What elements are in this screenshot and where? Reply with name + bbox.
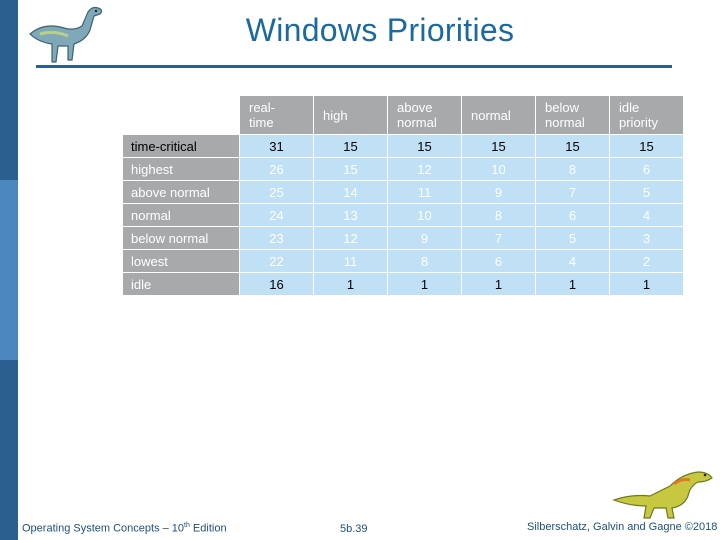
table-cell: 8 bbox=[462, 204, 536, 227]
table-cell: 13 bbox=[314, 204, 388, 227]
row-label: lowest bbox=[123, 250, 240, 273]
table-cell: 1 bbox=[610, 273, 684, 296]
table-cell: 23 bbox=[240, 227, 314, 250]
table-cell: 31 bbox=[240, 135, 314, 158]
column-header bbox=[240, 96, 314, 135]
column-header-line: real- bbox=[249, 100, 276, 115]
table-cell: 8 bbox=[388, 250, 462, 273]
table-cell: 12 bbox=[314, 227, 388, 250]
table-cell: 15 bbox=[314, 158, 388, 181]
table-row bbox=[123, 250, 684, 273]
footer-page-number: 5b.39 bbox=[340, 523, 368, 535]
priority-table bbox=[122, 95, 684, 296]
table-cell: 22 bbox=[240, 250, 314, 273]
table-cell: 7 bbox=[462, 227, 536, 250]
table-cell: 5 bbox=[536, 227, 610, 250]
table-row bbox=[123, 204, 684, 227]
table-cell: 1 bbox=[536, 273, 610, 296]
table-cell: 12 bbox=[388, 158, 462, 181]
table-cell: 4 bbox=[536, 250, 610, 273]
left-sidebar-bar bbox=[0, 0, 18, 540]
sidebar-segment bbox=[0, 180, 18, 360]
table-corner-cell bbox=[123, 96, 240, 135]
table-cell: 9 bbox=[388, 227, 462, 250]
table-cell: 1 bbox=[314, 273, 388, 296]
table-row bbox=[123, 135, 684, 158]
table-row bbox=[123, 181, 684, 204]
table-cell: 26 bbox=[240, 158, 314, 181]
footer-superscript: th bbox=[184, 522, 190, 529]
footer-book-title-text: Operating System Concepts – 10 bbox=[22, 522, 185, 535]
column-header bbox=[610, 96, 684, 135]
table-cell: 9 bbox=[462, 181, 536, 204]
table-cell: 3 bbox=[610, 227, 684, 250]
table-header-row bbox=[123, 96, 684, 135]
table-cell: 4 bbox=[610, 204, 684, 227]
table-row bbox=[123, 158, 684, 181]
table-cell: 8 bbox=[536, 158, 610, 181]
table-cell: 10 bbox=[462, 158, 536, 181]
table-cell: 11 bbox=[388, 181, 462, 204]
table-cell: 15 bbox=[536, 135, 610, 158]
table-cell: 25 bbox=[240, 181, 314, 204]
table-cell: 6 bbox=[462, 250, 536, 273]
row-label: time-critical bbox=[123, 135, 240, 158]
footer-edition-text: Edition bbox=[189, 522, 227, 535]
column-header-line: idle bbox=[619, 100, 640, 115]
row-label: above normal bbox=[123, 181, 240, 204]
table-cell: 7 bbox=[536, 181, 610, 204]
footer-copyright: Silberschatz, Galvin and Gagne ©2018 bbox=[527, 521, 718, 533]
column-header-line: high bbox=[323, 107, 348, 123]
table-cell: 15 bbox=[314, 135, 388, 158]
sidebar-segment bbox=[0, 360, 18, 540]
row-label: normal bbox=[123, 204, 240, 227]
row-label: below normal bbox=[123, 227, 240, 250]
table-cell: 1 bbox=[462, 273, 536, 296]
column-header-line: priority bbox=[619, 115, 659, 130]
column-header bbox=[314, 96, 388, 135]
dinosaur-logo-icon bbox=[24, 4, 110, 68]
table-row bbox=[123, 273, 684, 296]
table-cell: 11 bbox=[314, 250, 388, 273]
table-cell: 24 bbox=[240, 204, 314, 227]
footer-book-title bbox=[22, 522, 227, 535]
dinosaur-corner-icon bbox=[610, 460, 716, 522]
table-cell: 14 bbox=[314, 181, 388, 204]
table-cell: 16 bbox=[240, 273, 314, 296]
table-cell: 15 bbox=[610, 135, 684, 158]
table-cell: 6 bbox=[536, 204, 610, 227]
column-header-line: below bbox=[545, 100, 579, 115]
table-cell: 6 bbox=[610, 158, 684, 181]
table-cell: 5 bbox=[610, 181, 684, 204]
column-header-line: normal bbox=[397, 115, 437, 130]
table-cell: 15 bbox=[462, 135, 536, 158]
table-cell: 10 bbox=[388, 204, 462, 227]
column-header bbox=[388, 96, 462, 135]
sidebar-segment bbox=[0, 0, 18, 180]
row-label: idle bbox=[123, 273, 240, 296]
column-header-line: time bbox=[249, 115, 274, 130]
title-underline bbox=[36, 65, 672, 68]
table-cell: 2 bbox=[610, 250, 684, 273]
row-label: highest bbox=[123, 158, 240, 181]
column-header-line: normal bbox=[471, 107, 511, 123]
table-row bbox=[123, 227, 684, 250]
column-header-line: above bbox=[397, 100, 433, 115]
column-header-line: normal bbox=[545, 115, 585, 130]
table-cell: 1 bbox=[388, 273, 462, 296]
slide-title: Windows Priorities bbox=[245, 12, 515, 48]
table-cell: 15 bbox=[388, 135, 462, 158]
column-header bbox=[462, 96, 536, 135]
column-header bbox=[536, 96, 610, 135]
